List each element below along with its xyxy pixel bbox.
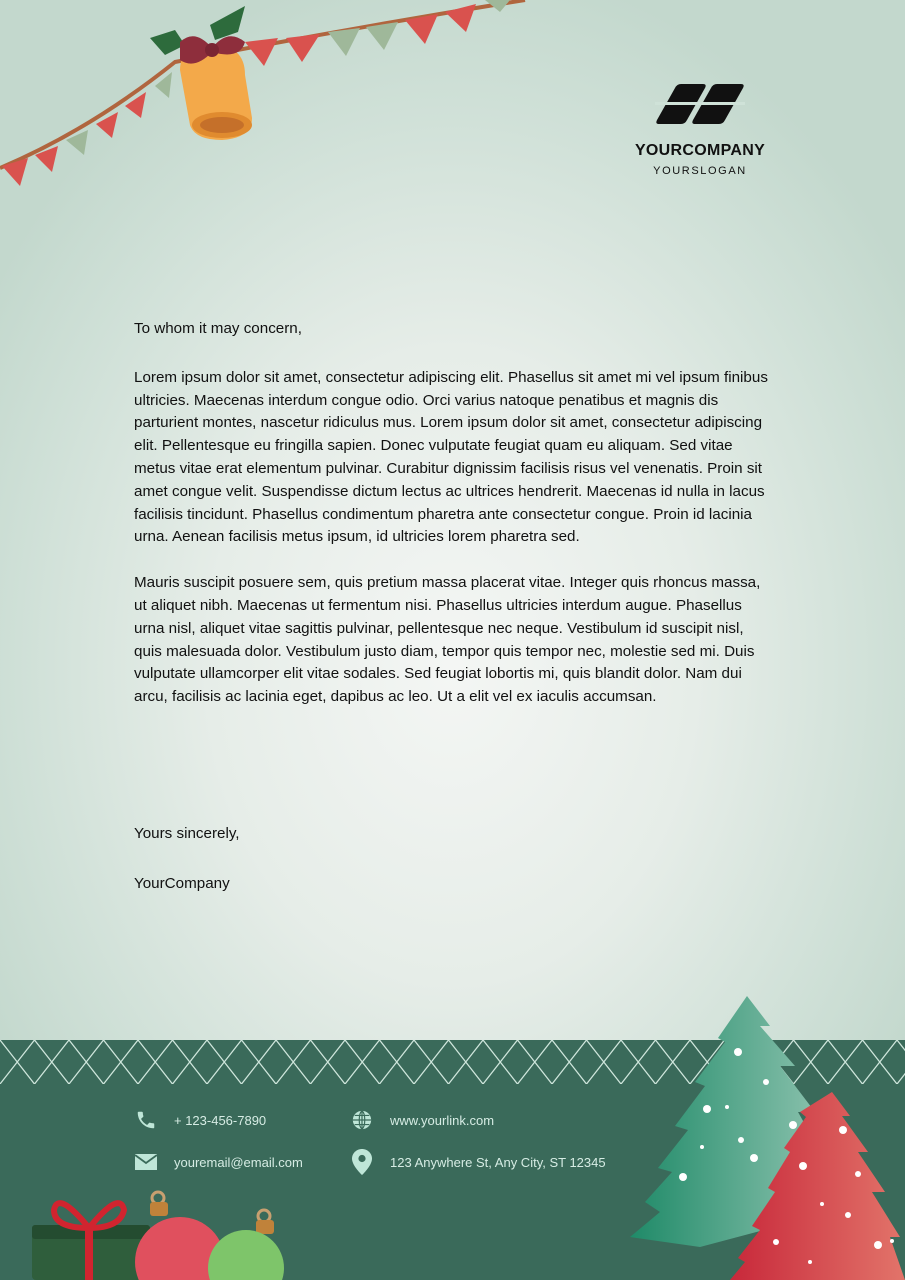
letter-paragraph-2: Mauris suscipit posuere sem, quis pretium massa placerat vitae. Integer quis rhoncus massa, ut aliquet nibh. Maecenas ut fermentum nisi. Phasellus ultricies interdum augue. Phasellus urna nisl, aliquet vitae sagittis pulvinar, pellentesque nec neque. Vestibulum id suscipit nisl, quis malesuada dolor. Vestibulum justo diam, tempor quis tempor nec, molestie sed mi. Duis vulputate ullamcorper elit vitae sodales. Sed feugiat lobortis mi, quis blandit dolor. Nam dui arcu, facilisis ac lacinia eget, dapibus ac leo. Ut a elit vel ex iaculis accumsan. bbox=[134, 574, 761, 706]
letter-greeting: To whom it may concern, bbox=[134, 320, 302, 337]
email-address: youremail@email.com bbox=[174, 1154, 303, 1170]
company-name: YOURCOMPANY bbox=[634, 142, 766, 159]
letter-closing: Yours sincerely, bbox=[134, 825, 240, 842]
letter-signature: YourCompany bbox=[134, 875, 230, 892]
stripes-logo-icon bbox=[655, 80, 745, 128]
letter-paragraph-1: Lorem ipsum dolor sit amet, consectetur adipiscing elit. Phasellus sit amet mi vel ipsum finibus ultricies. Maecenas interdum congue odio. Orci varius natoque penatibus et magnis dis parturient montes, nascetur ridiculus mus. Lorem ipsum dolor sit amet, consectetur adipiscing elit. Pellentesque eu fringilla sapien. Donec vulputate feugiat quam eu aliquam. Sed vitae metus vitae erat elementum pulvinar. Curabitur dignissim facilisis risus vel venenatis. Proin sit amet congue velit. Suspendisse dictum lectus ac ultrices hendrerit. Maecenas id nulla in lacus facilisis tincidunt. Phasellus condimentum pharetra ante consectetur congue. Proin id lacinia urna. Aenean facilisis metus ipsum, id ultricies lorem pharetra sed. bbox=[134, 368, 768, 546]
contact-address[interactable] bbox=[350, 1150, 606, 1174]
bell-icon bbox=[150, 6, 252, 140]
green-ornament-icon bbox=[208, 1210, 284, 1280]
website-link: www.yourlink.com bbox=[390, 1112, 495, 1128]
gift-box-icon bbox=[32, 1203, 150, 1280]
christmas-trees-decoration bbox=[610, 992, 905, 1280]
merry-christmas-garland bbox=[0, 0, 560, 200]
pennant-flags bbox=[2, 0, 510, 186]
phone-number: + 123-456-7890 bbox=[174, 1112, 267, 1128]
company-slogan: YOURSLOGAN bbox=[653, 165, 747, 177]
email-icon bbox=[134, 1150, 158, 1174]
contact-website[interactable] bbox=[350, 1108, 494, 1132]
gifts-ornaments-decoration bbox=[28, 1190, 298, 1280]
street-address: 123 Anywhere St, Any City, ST 12345 bbox=[390, 1154, 606, 1170]
location-pin-icon bbox=[350, 1150, 374, 1174]
contact-phone[interactable] bbox=[134, 1108, 266, 1132]
globe-icon bbox=[350, 1108, 374, 1132]
letter-body bbox=[134, 318, 774, 732]
phone-icon bbox=[134, 1108, 158, 1132]
company-logo bbox=[620, 80, 780, 177]
contact-email[interactable] bbox=[134, 1150, 303, 1174]
